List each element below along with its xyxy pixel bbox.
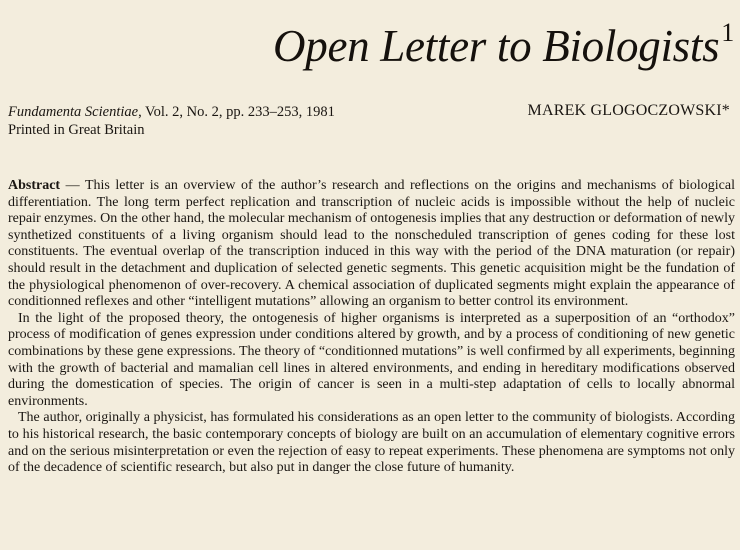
journal-citation	[8, 103, 335, 139]
abstract-dash: —	[60, 178, 85, 193]
abstract-paragraph-2: In the light of the proposed theory, the ontogenesis of higher organisms is interpreted as a superposition of an “orthodox” process of modification of genes expression under conditions altered by growth, and by a process of conditioning of new genetic combinations by these gene expressions. The theory of “conditionned mutations” is well confirmed by all experiments, beginning with the growth of bacterial and mamalian cell lines in altered environments, and ending in hereditary modifications observed during the domestication of species. The origin of cancer is seen in a multi-step adaptation of cells to locally abnormal environments.	[8, 310, 735, 409]
abstract-heading: Abstract	[8, 178, 61, 193]
citation-details: , Vol. 2, No. 2, pp. 233–253, 1981	[138, 104, 335, 120]
journal-name: Fundamenta Scientiae	[8, 104, 139, 120]
citation-line	[8, 103, 335, 121]
paper-title	[273, 4, 734, 75]
abstract-paragraph-3: The author, originally a physicist, has formulated his considerations as an open letter to the community of biologists. According to his historical research, the basic contemporary concepts of biology are built on an accumulation of elementary cognitive errors and on the serious misinterpretation or even the rejection of easy to repeat experiments. These phenomena are symptoms not only of the decadence of scientific research, but also put in danger the close future of humanity.	[8, 410, 735, 476]
author-name: MAREK GLOGOCZOWSKI*	[527, 102, 730, 119]
title-footnote-marker: 1	[721, 18, 734, 47]
printed-in: Printed in Great Britain	[8, 122, 145, 138]
abstract-section	[8, 178, 735, 477]
abstract-paragraph-1-text: This letter is an overview of the author’s research and reflections on the origins and mechanisms of biological differentiation. The long term perfect replication and transcription of nucleic acids is impossible without the help of nucleic repair enzymes. On the other hand, the molecular mechanism of ontogenesis implies that any destruction or deformation of newly synthetized constituents of a living organism should lead to the nonscheduled transcription of genes coding for these lost constituents. The eventual overlap of the transcription induced in this way with the period of the DNA maturation (or repair) should result in the detachment and duplication of selected genetic segments. This genetic acquisition might be the fundation of the physiological phenomenon of over-recovery. A chemical association of duplicated segments might explain the appearance of conditionned reflexes and other “intelligent mutations” allowing an organism to better control its environment.	[8, 178, 736, 310]
paper-title-text: Open Letter to Biologists	[273, 21, 720, 71]
abstract-paragraph-1	[8, 178, 735, 311]
